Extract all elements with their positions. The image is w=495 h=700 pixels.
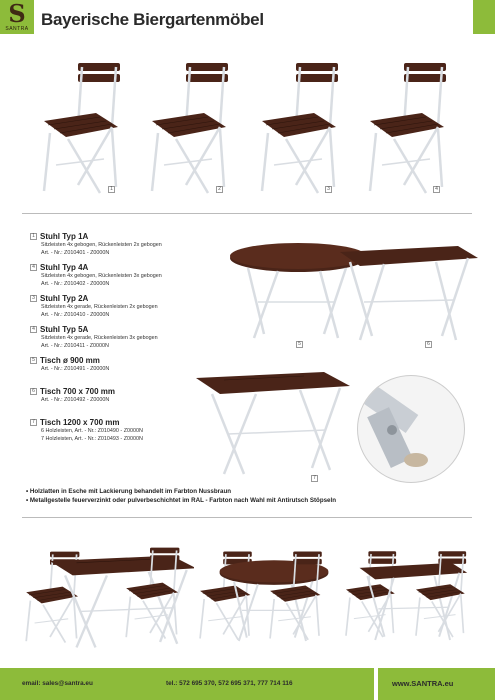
stopper-closeup-image <box>358 376 465 483</box>
chair-image-4 <box>364 55 464 200</box>
table-long-number: 7 <box>311 475 318 482</box>
spec-name: Stuhl Typ 4A <box>40 263 89 272</box>
spec-line: Art. - Nr.: Z010411 - Z0000N <box>41 343 109 349</box>
spec-name: Stuhl Typ 5A <box>40 325 89 334</box>
spec-line: Art. - Nr.: Z010410 - Z0000N <box>41 312 110 318</box>
spec-line: Sitzleisten 4x gebogen, Rückenleisten 2x gebogen <box>41 242 162 248</box>
chair-number-2: 2 <box>216 186 223 193</box>
spec-line: Sitzleisten 4x gerade, Rückenleisten 2x gebogen <box>41 304 158 310</box>
note-line: • Metallgestelle feuerverzinkt oder pulverbeschichtet im RAL - Farbton nach Wahl mit Antirutsch Stöpseln <box>26 497 336 504</box>
spec-number: 3 <box>30 295 37 302</box>
footer-website[interactable]: www.SANTRA.eu <box>392 679 454 688</box>
spec-item <box>30 418 200 443</box>
set-round-table-image <box>196 540 332 650</box>
divider-top <box>22 213 472 214</box>
set-long-table-image <box>22 538 194 648</box>
set-square-table-image <box>342 540 476 650</box>
footer-email[interactable]: email: sales@santra.eu <box>22 680 93 687</box>
chair-image-1 <box>38 55 138 200</box>
chair-number-4: 4 <box>433 186 440 193</box>
material-notes <box>26 487 476 505</box>
table-square-number: 6 <box>425 341 432 348</box>
footer <box>0 668 495 700</box>
santra-logo <box>0 0 34 34</box>
spec-item <box>30 263 200 288</box>
spec-name: Stuhl Typ 2A <box>40 294 89 303</box>
table-square-image <box>338 240 480 344</box>
spec-name: Tisch 700 x 700 mm <box>40 387 116 396</box>
spec-item <box>30 356 200 373</box>
spec-line: Art. - Nr.: Z010401 - Z0000N <box>41 250 110 256</box>
chair-number-1: 1 <box>108 186 115 193</box>
footer-phone: tel.: 572 695 370, 572 695 371, 777 714 116 <box>166 680 293 687</box>
spec-number: 4 <box>30 326 37 333</box>
spec-list <box>30 232 200 449</box>
spec-name: Tisch 1200 x 700 mm <box>40 418 120 427</box>
chair-image-3 <box>256 55 356 200</box>
chair-image-2 <box>146 55 246 200</box>
spec-item <box>30 387 200 404</box>
corner-accent <box>473 0 495 34</box>
spec-name: Tisch ø 900 mm <box>40 356 100 365</box>
spec-line: 7 Holzleisten, Art. - Nr.: Z010493 - Z0000N <box>41 436 143 442</box>
note-line: • Holzlatten in Esche mit Lackierung behandelt im Farbton Nussbraun <box>26 488 232 495</box>
spec-line: Art. - Nr.: Z010491 - Z0000N <box>41 366 110 372</box>
spec-name: Stuhl Typ 1A <box>40 232 89 241</box>
spec-number: 6 <box>30 388 37 395</box>
logo-letter: S <box>8 0 26 28</box>
spec-item <box>30 294 200 319</box>
spec-line: Sitzleisten 4x gebogen, Rückenleisten 3x gebogen <box>41 273 162 279</box>
table-long-image <box>194 368 352 478</box>
logo-text: SANTRA <box>5 26 29 32</box>
spec-line: Sitzleisten 4x gerade, Rückenleisten 3x gebogen <box>41 335 158 341</box>
page-title: Bayerische Biergartenmöbel <box>41 10 264 29</box>
spec-line: 6 Holzleisten, Art. - Nr.: Z010490 - Z0000N <box>41 428 143 434</box>
spec-line: Art. - Nr.: Z010492 - Z0000N <box>41 397 110 403</box>
divider-bottom <box>22 517 472 518</box>
spec-number: 4 <box>30 264 37 271</box>
spec-line: Art. - Nr.: Z010402 - Z0000N <box>41 281 110 287</box>
chair-number-3: 3 <box>325 186 332 193</box>
table-round-number: 5 <box>296 341 303 348</box>
spec-number: 7 <box>30 419 37 426</box>
spec-number: 1 <box>30 233 37 240</box>
spec-item <box>30 232 200 257</box>
spec-number: 5 <box>30 357 37 364</box>
spec-item <box>30 325 200 350</box>
leg-stopper-detail <box>357 375 465 483</box>
